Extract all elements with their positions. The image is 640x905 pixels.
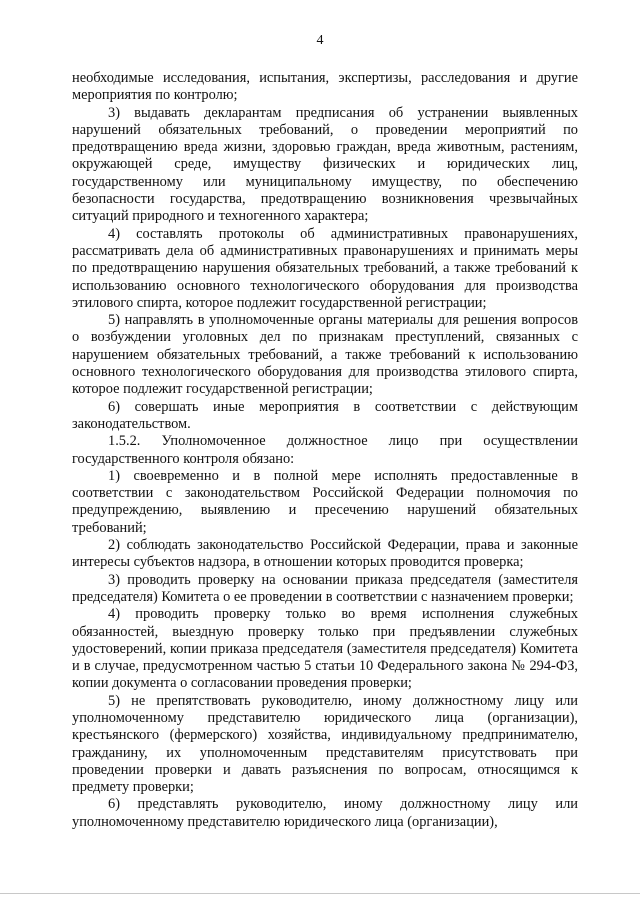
page-number: 4 bbox=[316, 33, 324, 48]
paragraph-section-1-5-2: 1.5.2. Уполномоченное должностное лицо при осуществлении государственного контроля обязано: bbox=[72, 433, 578, 467]
page-bottom-divider bbox=[0, 893, 640, 894]
paragraph-duty-5: 5) не препятствовать руководителю, иному должностному лицу или уполномоченному представителю юридического лица (организации), крестьянского (фермерского) хозяйства, индивидуальному предпринимателю, гражданину, их уполномоченным представителям присутствовать при проведении проверки и давать разъяснения по вопросам, относящимся к предмету проверки; bbox=[72, 692, 578, 796]
paragraph-item-6-other-measures: 6) совершать иные мероприятия в соответствии с действующим законодательством. bbox=[72, 398, 578, 432]
paragraph-duty-2: 2) соблюдать законодательство Российской Федерации, права и законные интересы субъектов надзора, в отношении которых проводится проверка; bbox=[72, 537, 578, 571]
paragraph-duty-3: 3) проводить проверку на основании приказа председателя (заместителя председателя) Комитета о ее проведении в соответствии с назначением проверки; bbox=[72, 571, 578, 605]
document-body bbox=[72, 70, 578, 831]
paragraph-duty-4: 4) проводить проверку только во время исполнения служебных обязанностей, выездную проверку только при предъявлении служебных удостоверений, копии приказа председателя (заместителя председателя) Комитета и в случае, предусмотренном частью 5 статьи 10 Федерального закона № 294-ФЗ, копии документа о согласовании проведения проверки; bbox=[72, 606, 578, 692]
paragraph-item-3-prescriptions: 3) выдавать декларантам предписания об устранении выявленных нарушений обязательных требований, о проведении мероприятий по предотвращению вреда жизни, здоровью граждан, вреда животным, растениям, окружающей среде, имуществу физических и юридических лиц, государственному или муниципальному имуществу, по обеспечению безопасности государства, предотвращению возникновения чрезвычайных ситуаций природного и техногенного характера; bbox=[72, 104, 578, 225]
paragraph-item-4-protocols: 4) составлять протоколы об административных правонарушениях, рассматривать дела об административных правонарушениях и принимать меры по предотвращению нарушения обязательных требований, а также требований к использованию основного технологического оборудования для производства этилового спирта, которое подлежит государственной регистрации; bbox=[72, 225, 578, 311]
paragraph-item-5-materials: 5) направлять в уполномоченные органы материалы для решения вопросов о возбуждении уголовных дел по признакам преступлений, связанных с нарушением обязательных требований, а также требований к использованию основного технологического оборудования для производства этилового спирта, которое подлежит государственной регистрации; bbox=[72, 312, 578, 398]
paragraph-duty-6: 6) представлять руководителю, иному должностному лицу или уполномоченному представителю юридического лица (организации), bbox=[72, 796, 578, 830]
paragraph-duty-1: 1) своевременно и в полной мере исполнять предоставленные в соответствии с законодательством Российской Федерации полномочия по предупреждению, выявлению и пресечению нарушений обязательных требований; bbox=[72, 467, 578, 536]
paragraph-continuation: необходимые исследования, испытания, экспертизы, расследования и другие мероприятия по контролю; bbox=[72, 70, 578, 104]
